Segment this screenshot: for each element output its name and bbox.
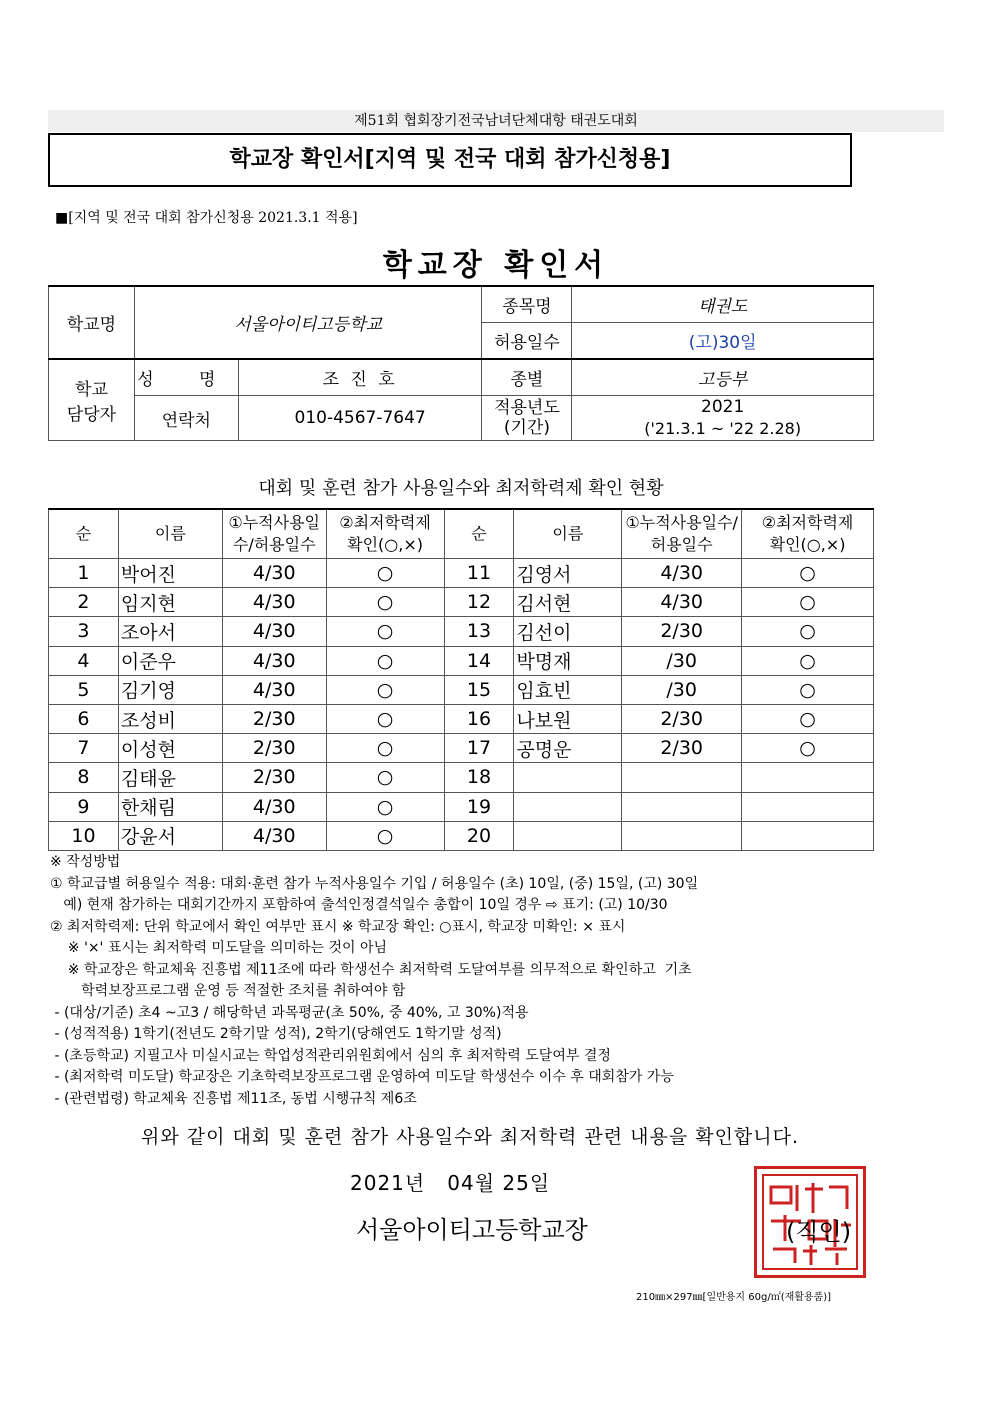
header-name-right: 이름 — [514, 509, 622, 559]
days-used: 4/30 — [222, 646, 326, 675]
student-name: 조아서 — [118, 617, 222, 646]
days-used: 2/30 — [622, 704, 742, 733]
division-label: 종별 — [482, 359, 572, 396]
days-used: 4/30 — [622, 588, 742, 617]
student-name — [514, 792, 622, 821]
student-name: 강윤서 — [118, 821, 222, 850]
phone-label: 연락처 — [134, 396, 238, 441]
row-number: 6 — [49, 704, 119, 733]
days-used — [622, 792, 742, 821]
note-line: 예) 현재 참가하는 대회기간까지 포함하여 출석인정결석일수 총합이 10일 경우 ⇨ 표기: (고) 10/30 — [50, 897, 668, 913]
academic-check: ○ — [742, 646, 874, 675]
note-line: ② 최저학력제: 단위 학교에서 확인 여부만 표시 ※ 학교장 확인: ○표시, 학교장 미확인: × 표시 — [50, 918, 626, 935]
student-name: 나보원 — [514, 704, 622, 733]
days-used: 4/30 — [222, 675, 326, 704]
academic-check: ○ — [326, 646, 444, 675]
name-value: 조 진 호 — [238, 359, 482, 396]
row-number: 14 — [444, 646, 514, 675]
academic-check: ○ — [326, 734, 444, 763]
days-used — [622, 821, 742, 850]
sport-value: 태권도 — [572, 286, 874, 323]
year-label: 적용년도 (기간) — [482, 396, 572, 441]
student-name: 박명재 — [514, 646, 622, 675]
row-number: 4 — [49, 646, 119, 675]
row-number: 3 — [49, 617, 119, 646]
seal-label: (직인) — [786, 1218, 852, 1246]
note-line: ※ 학교장은 학교체육 진흥법 제11조에 따라 학생선수 최저학력 도달여부를 의무적으로 확인하고 기초 — [50, 961, 692, 978]
academic-check: ○ — [742, 588, 874, 617]
days-used: /30 — [622, 675, 742, 704]
academic-check: ○ — [326, 559, 444, 588]
academic-check: ○ — [326, 588, 444, 617]
note-line: ① 학교급별 허용일수 적용: 대회·훈련 참가 누적사용일수 기입 / 허용일수 (초) 10일, (중) 15일, (고) 30일 — [50, 875, 699, 892]
academic-check: ○ — [742, 559, 874, 588]
days-used: 2/30 — [622, 617, 742, 646]
table-row — [49, 763, 874, 792]
main-title: 학교장 확인서 — [382, 248, 610, 283]
row-number: 1 — [49, 559, 119, 588]
days-used: 2/30 — [222, 704, 326, 733]
academic-check: ○ — [326, 821, 444, 850]
header-name: 이름 — [118, 509, 222, 559]
table-row — [49, 617, 874, 646]
days-used: 4/30 — [222, 792, 326, 821]
academic-check: ○ — [742, 704, 874, 733]
student-name — [514, 821, 622, 850]
section-title: 대회 및 훈련 참가 사용일수와 최저학력제 확인 현황 — [258, 478, 664, 499]
division-value: 고등부 — [572, 359, 874, 396]
school-value: 서울아이티고등학교 — [134, 286, 482, 359]
academic-check — [742, 821, 874, 850]
student-name: 김서현 — [514, 588, 622, 617]
student-name: 공명운 — [514, 734, 622, 763]
roster-table — [48, 508, 874, 851]
academic-check: ○ — [742, 734, 874, 763]
academic-check — [742, 792, 874, 821]
table-row — [49, 675, 874, 704]
row-number: 12 — [444, 588, 514, 617]
days-used: 4/30 — [222, 821, 326, 850]
row-number: 17 — [444, 734, 514, 763]
note-line: - (대상/기준) 초4 ~고3 / 해당학년 과목평균(초 50%, 중 40%, 고 30%)적용 — [50, 1004, 529, 1021]
academic-check — [742, 763, 874, 792]
header-academic-right: ②최저학력제 확인(○,×) — [742, 509, 874, 559]
academic-check: ○ — [742, 675, 874, 704]
days-used: 4/30 — [222, 588, 326, 617]
note-line: - (관련법령) 학교체육 진흥법 제11조, 동법 시행규칙 제6조 — [50, 1090, 417, 1107]
student-name — [514, 763, 622, 792]
notes-section — [50, 852, 880, 1110]
row-number: 8 — [49, 763, 119, 792]
paper-spec-footer: 210㎜×297㎜[일반용지 60g/㎡(재활용품)] — [636, 1292, 832, 1303]
header-days: ①누적사용일 수/허용일수 — [222, 509, 326, 559]
days-used — [622, 763, 742, 792]
confirmation-text: 위와 같이 대회 및 훈련 참가 사용일수와 최저학력 관련 내용을 확인합니다. — [140, 1126, 800, 1148]
note-line: - (초등학교) 지필고사 미실시교는 학업성적관리위원회에서 심의 후 최저학력 도달여부 결정 — [50, 1047, 611, 1064]
academic-check: ○ — [742, 617, 874, 646]
days-value: (고)30일 — [572, 323, 874, 360]
phone-value: 010-4567-7647 — [238, 396, 482, 441]
row-number: 9 — [49, 792, 119, 821]
row-number: 13 — [444, 617, 514, 646]
days-used: 4/30 — [222, 617, 326, 646]
note-line: ※ '×' 표시는 최저학력 미도달을 의미하는 것이 아님 — [50, 940, 388, 956]
table-row — [49, 559, 874, 588]
note-line: - (성적적용) 1학기(전년도 2학기말 성적), 2학기(당해연도 1학기말 성적) — [50, 1026, 502, 1042]
info-table — [48, 285, 874, 441]
row-number: 19 — [444, 792, 514, 821]
student-name: 조성비 — [118, 704, 222, 733]
student-name: 박어진 — [118, 559, 222, 588]
student-name: 김영서 — [514, 559, 622, 588]
row-number: 18 — [444, 763, 514, 792]
header-no-right: 순 — [444, 509, 514, 559]
row-number: 2 — [49, 588, 119, 617]
days-used: 4/30 — [622, 559, 742, 588]
student-name: 김태윤 — [118, 763, 222, 792]
school-label: 학교명 — [49, 286, 135, 359]
table-row — [49, 646, 874, 675]
event-title: 제51회 협회장기전국남녀단체대항 태권도대회 — [48, 110, 944, 132]
student-name: 이준우 — [118, 646, 222, 675]
row-number: 10 — [49, 821, 119, 850]
subheading: ■[지역 및 전국 대회 참가신청용 2021.3.1 적용] — [55, 210, 358, 226]
table-row — [49, 734, 874, 763]
academic-check: ○ — [326, 675, 444, 704]
note-line: - (최저학력 미도달) 학교장은 기초학력보장프로그램 운영하여 미도달 학생선수 이수 후 대회참가 가능 — [50, 1069, 674, 1085]
student-name: 김기영 — [118, 675, 222, 704]
header-no: 순 — [49, 509, 119, 559]
row-number: 15 — [444, 675, 514, 704]
days-used: 4/30 — [222, 559, 326, 588]
note-line: ※ 작성방법 — [50, 854, 121, 870]
student-name: 김선이 — [514, 617, 622, 646]
days-used: 2/30 — [222, 734, 326, 763]
document-title: 학교장 확인서[지역 및 전국 대회 참가신청용] — [48, 133, 852, 187]
academic-check: ○ — [326, 792, 444, 821]
contact-label: 학교 담당자 — [49, 359, 135, 441]
row-number: 20 — [444, 821, 514, 850]
days-label: 허용일수 — [482, 323, 572, 360]
year-value: 2021 ('21.3.1 ~ '22 2.28) — [572, 396, 874, 441]
days-used: /30 — [622, 646, 742, 675]
student-name: 임지현 — [118, 588, 222, 617]
days-used: 2/30 — [222, 763, 326, 792]
student-name: 임효빈 — [514, 675, 622, 704]
note-line: 학력보장프로그램 운영 등 적절한 조치를 취하여야 함 — [50, 983, 406, 999]
student-name: 한채림 — [118, 792, 222, 821]
academic-check: ○ — [326, 763, 444, 792]
student-name: 이성현 — [118, 734, 222, 763]
academic-check: ○ — [326, 617, 444, 646]
principal-name: 서울아이티고등학교장 — [356, 1216, 588, 1244]
academic-check: ○ — [326, 704, 444, 733]
row-number: 11 — [444, 559, 514, 588]
row-number: 5 — [49, 675, 119, 704]
table-row — [49, 588, 874, 617]
header-days-right: ①누적사용일수/ 허용일수 — [622, 509, 742, 559]
table-row — [49, 704, 874, 733]
table-row — [49, 821, 874, 850]
sport-label: 종목명 — [482, 286, 572, 323]
row-number: 7 — [49, 734, 119, 763]
issue-date: 2021년 04월 25일 — [350, 1171, 551, 1195]
row-number: 16 — [444, 704, 514, 733]
name-label: 성 명 — [134, 359, 238, 396]
table-row — [49, 792, 874, 821]
header-academic: ②최저학력제 확인(○,×) — [326, 509, 444, 559]
days-used: 2/30 — [622, 734, 742, 763]
